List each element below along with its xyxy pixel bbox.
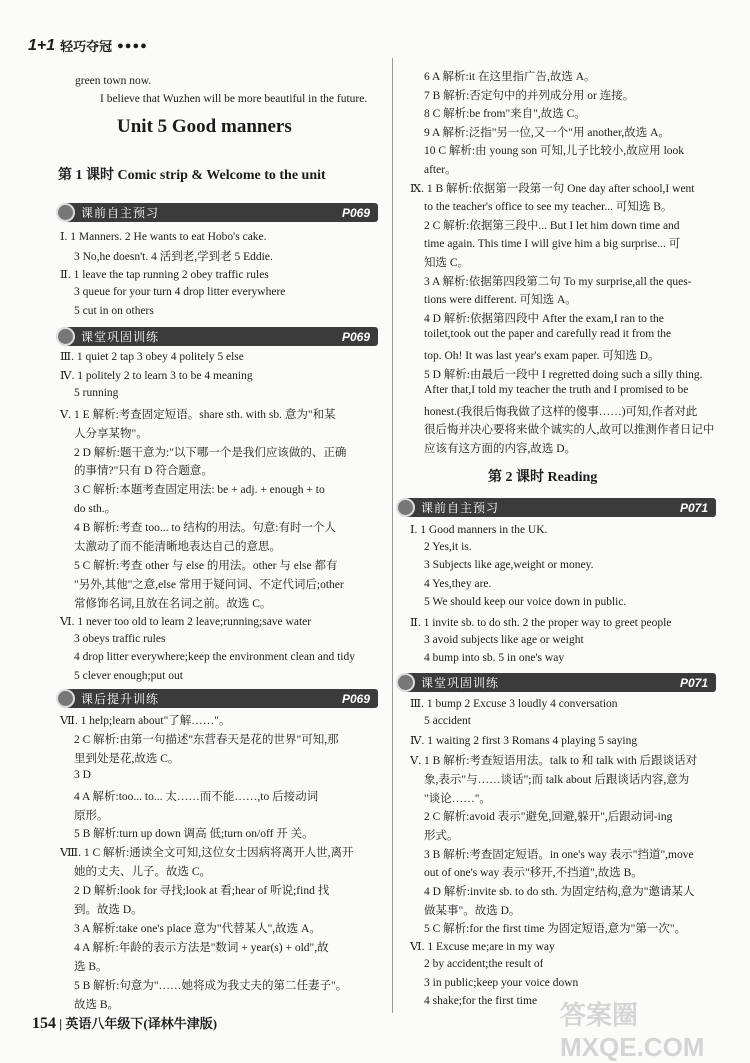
answer-line: 2 C 解析:avoid 表示"避免,回避,躲开",后跟动词-ing [424, 811, 673, 824]
section-page: P069 [341, 691, 370, 706]
answer-line: 2 C 解析:依据第三段中... But I let him down time and [424, 219, 680, 232]
answer-line: "谈论……"。 [424, 792, 491, 805]
answer-line: 4 shake;for the first time [424, 995, 538, 1008]
answer-line: 3 C 解析:本题考查固定用法: be + adj. + enough + to [74, 484, 325, 497]
answer-line: after。 [424, 164, 457, 176]
answer-line: 知选 C。 [424, 257, 470, 269]
answer-line: top. Oh! It was last year's exam paper. 可知选 D。 [424, 350, 660, 362]
section-page: P069 [341, 329, 370, 344]
answer-line: Ⅸ. 1 B 解析:依据第一段第一句 One day after school,I went [410, 182, 695, 195]
answer-line: 5 cut in on others [74, 304, 154, 317]
answer-line: Ⅰ. 1 Manners. 2 He wants to eat Hobo's cake. [60, 231, 267, 243]
brand-name: 轻巧夺冠 [60, 39, 113, 54]
answer-line: 故选 B。 [74, 998, 120, 1011]
answer-line: 的事情?"只有 D 符合题意。 [74, 465, 213, 478]
answer-line: 太激动了而不能清晰地表达自己的意思。 [74, 541, 281, 553]
section-icon [396, 498, 415, 517]
section-bar-practice-2 [398, 673, 716, 692]
answer-line: 做某事"。故选 D。 [424, 904, 521, 917]
answer-line: 4 drop litter everywhere;keep the environment clean and tidy [74, 651, 356, 664]
answer-line: Ⅳ. 1 waiting 2 first 3 Romans 4 playing 5 saying [410, 735, 638, 748]
answer-line: 4 D 解析:依据第四段中 After the exam,I ran to the [424, 312, 664, 325]
text-line: green town now. [75, 75, 152, 87]
section-page: P071 [679, 500, 708, 515]
answer-line: 10 C 解析:由 young son 可知,儿子比较小,故应用 look [424, 145, 685, 158]
answer-line: 5 C 解析:考查 other 与 else 的用法。other 与 else 都有 [74, 559, 338, 572]
answer-line: honest.(我很后悔我做了这样的傻事……)可知,作者对此 [424, 405, 698, 418]
answer-line: Ⅱ. 1 leave the tap running 2 obey traffic rules [60, 268, 269, 281]
answer-line: "另外,其他"之意,else 常用于疑问词、不定代词后;other [74, 578, 344, 591]
answer-line: 2 Yes,it is. [424, 540, 472, 553]
answer-line: 7 B 解析:否定句中的并列成分用 or 连接。 [424, 89, 635, 102]
answer-line: 原形。 [74, 809, 109, 822]
answer-line: 5 We should keep our voice down in public. [424, 596, 627, 609]
answer-line: 里到处是花,故选 C。 [74, 752, 180, 765]
answer-line: 9 A 解析:泛指"另一位,又一个"用 another,故选 A。 [424, 126, 670, 139]
answer-line: 8 C 解析:be from"来自",故选 C。 [424, 108, 586, 121]
section-label: 课后提升训练 [81, 692, 160, 706]
answer-line: 4 A 解析:年龄的表示方法是"数词 + year(s) + old",故 [74, 941, 329, 954]
answer-line: Ⅶ. 1 help;learn about"了解……"。 [60, 715, 231, 727]
answer-line: do sth.。 [74, 503, 117, 516]
answer-line: 4 A 解析:too... to... 太……而不能……,to 后接动词 [74, 790, 319, 803]
answer-line: 2 C 解析:由第一句描述"东营春天是花的世界"可知,那 [74, 733, 339, 746]
answer-line: tions were different. 可知选 A。 [424, 294, 577, 307]
answer-line: Ⅴ. 1 E 解析:考查固定短语。share sth. with sb. 意为"和某 [60, 408, 336, 421]
answer-line: Ⅷ. 1 C 解析:通读全文可知,这位女士因病将离开人世,离开 [60, 847, 354, 860]
answer-line: toilet,took out the paper and carefully read it from the [424, 328, 672, 341]
section-icon [56, 203, 75, 222]
book-title: 英语八年级下(译林牛津版) [65, 1016, 218, 1031]
brand-logo: 1+1 [28, 36, 56, 54]
answer-line: Ⅴ. 1 B 解析:考查短语用法。talk to 和 talk with 后跟谈话对 [410, 755, 698, 768]
answer-line: 2 D 解析:look for 寻找;look at 看;hear of 听说;find 找 [74, 885, 330, 898]
answer-line: Ⅵ. 1 never too old to learn 2 leave;running;save water [60, 615, 312, 628]
answer-line: Ⅱ. 1 invite sb. to do sth. 2 the proper way to greet people [410, 617, 672, 629]
lesson-1-title: 第 1 课时 Comic strip & Welcome to the unit [58, 168, 326, 183]
answer-line: Ⅵ. 1 Excuse me;are in my way [410, 941, 555, 954]
page-number: 154 [32, 1015, 56, 1032]
answer-line: 3 B 解析:考查固定短语。in one's way 表示"挡道",move [424, 848, 694, 861]
answer-line: 应该有这方面的内容,故选 D。 [424, 443, 577, 455]
section-bar-preview-2 [398, 498, 716, 517]
section-icon [56, 689, 75, 708]
section-page: P071 [679, 675, 708, 690]
answer-line: 5 running [74, 386, 119, 399]
answer-line: Ⅲ. 1 quiet 2 tap 3 obey 4 politely 5 else [60, 351, 244, 363]
section-bar-extension [58, 689, 378, 708]
page-footer: 154 | 英语八年级下(译林牛津版) [32, 1015, 218, 1032]
answer-line: time again. This time I will give him a big surprise... 可 [424, 238, 681, 251]
answer-line: 4 bump into sb. 5 in one's way [424, 652, 565, 665]
answer-line: 人分享某物"。 [74, 427, 148, 440]
text-line: I believe that Wuzhen will be more beautiful in the future. [100, 93, 368, 105]
answer-line: out of one's way 表示"移开,不挡道",故选 B。 [424, 867, 643, 880]
header-dots: ●●●● [117, 39, 148, 52]
answer-line: After that,I told my teacher the truth and I promised to be [424, 384, 689, 397]
answer-line: 她的丈夫、儿子。故选 C。 [74, 866, 212, 879]
answer-line: 3 queue for your turn 4 drop litter everywhere [74, 285, 286, 298]
answer-line: 5 B 解析:句意为"……她将成为我丈夫的第二任妻子"。 [74, 979, 348, 992]
answer-line: 4 Yes,they are. [424, 577, 492, 590]
column-divider [392, 58, 393, 1013]
answer-line: 4 D 解析:invite sb. to do sth. 为固定结构,意为"邀请某人 [424, 886, 695, 898]
answer-line: 3 D [74, 768, 91, 781]
answer-line: 3 No,he doesn't. 4 活到老,学到老 5 Eddie. [74, 250, 273, 263]
answer-line: 3 Subjects like age,weight or money. [424, 559, 594, 572]
answer-line: Ⅲ. 1 bump 2 Excuse 3 loudly 4 conversation [410, 698, 618, 710]
running-header [28, 36, 148, 55]
section-label: 课前自主预习 [81, 206, 160, 220]
answer-line: Ⅳ. 1 politely 2 to learn 3 to be 4 meaning [60, 369, 253, 382]
answer-line: 3 avoid subjects like age or weight [424, 633, 584, 646]
section-page: P069 [341, 205, 370, 220]
answer-line: 形式。 [424, 829, 459, 842]
answer-line: 6 A 解析:it 在这里指广告,故选 A。 [424, 71, 596, 83]
section-label: 课堂巩固训练 [421, 676, 500, 690]
section-bar-preview [58, 203, 378, 222]
answer-line: 5 clever enough;put out [74, 670, 183, 683]
answer-line: 选 B。 [74, 960, 108, 973]
answer-line: to the teacher's office to see my teacher... 可知选 B。 [424, 201, 673, 214]
section-icon [56, 327, 75, 346]
unit-title: Unit 5 Good manners [117, 116, 292, 137]
watermark: 答案圈 MXQE.COM [560, 1000, 705, 1062]
lesson-2-title: 第 2 课时 Reading [488, 470, 598, 485]
answer-line: 2 D 解析:题干意为:"以下哪一个是我们应该做的、正确 [74, 446, 347, 459]
section-label: 课前自主预习 [421, 501, 500, 515]
answer-line: 象,表示"与……谈话";而 talk about 后跟谈话内容,意为 [424, 773, 690, 786]
section-bar-practice [58, 327, 378, 346]
answer-line: 5 accident [424, 714, 471, 727]
answer-line: Ⅰ. 1 Good manners in the UK. [410, 524, 548, 536]
answer-line: 3 obeys traffic rules [74, 632, 166, 645]
answer-line: 2 by accident;the result of [424, 957, 544, 970]
answer-line: 3 in public;keep your voice down [424, 976, 579, 989]
answer-line: 4 B 解析:考查 too... to 结构的用法。句意:有时一个人 [74, 522, 336, 535]
answer-line: 到。故选 D。 [74, 904, 143, 916]
answer-line: 很后悔并决心要将来做个诚实的人,故可以推测作者日记中 [424, 424, 715, 437]
answer-line: 常修饰名词,且放在名词之前。故选 C。 [74, 597, 272, 610]
section-icon [396, 673, 415, 692]
answer-line: 5 B 解析:turn up down 调高 低;turn on/off 开 关。 [74, 828, 314, 841]
answer-line: 5 C 解析:for the first time 为固定短语,意为"第一次"。 [424, 923, 687, 936]
answer-line: 3 A 解析:依据第四段第二句 To my surprise,all the ques- [424, 275, 692, 288]
answer-line: 5 D 解析:由最后一段中 I regretted doing such a silly thing. [424, 368, 703, 381]
answer-line: 3 A 解析:take one's place 意为"代替某人",故选 A。 [74, 922, 321, 935]
section-label: 课堂巩固训练 [81, 330, 160, 344]
